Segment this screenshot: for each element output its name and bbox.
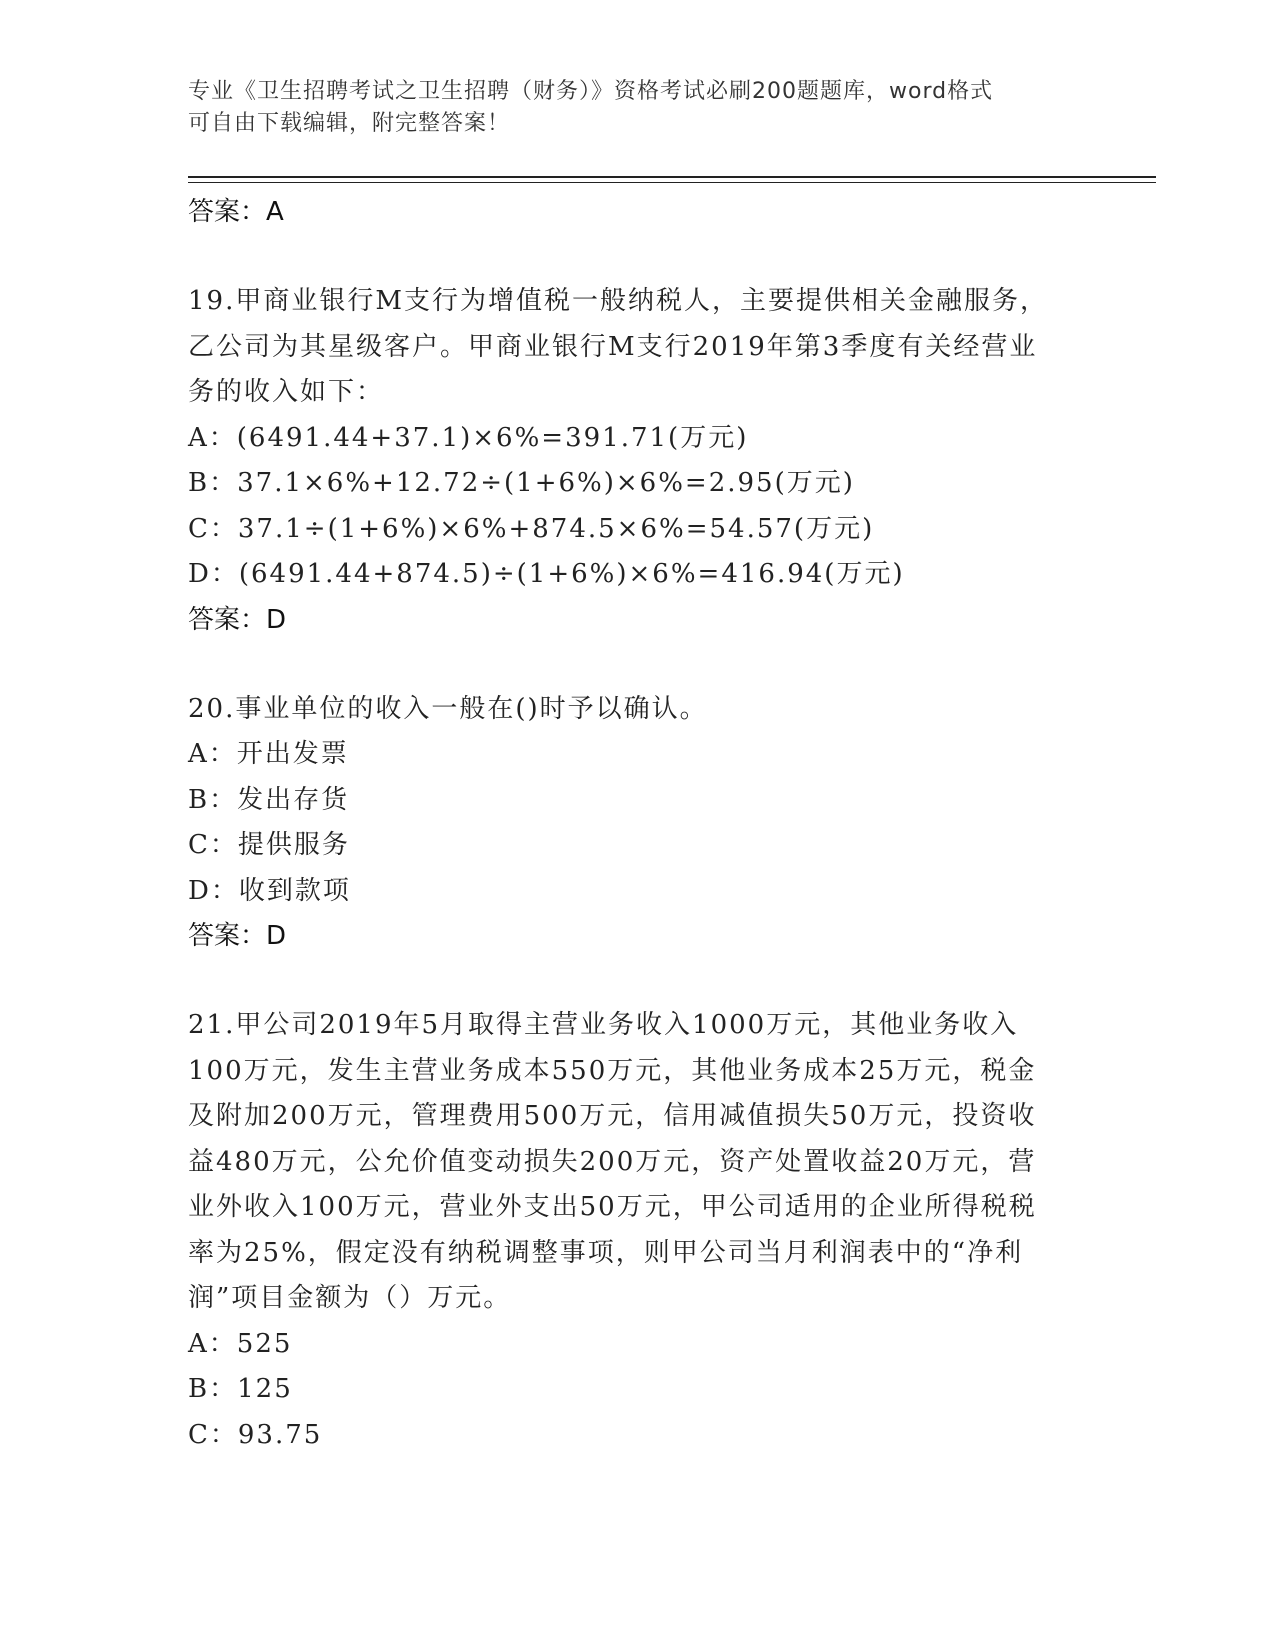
question-21-text-line-3: 及附加200万元，管理费用500万元，信用减值损失50万元，投资收 (188, 1101, 1037, 1131)
spacer (188, 642, 1088, 687)
question-20-option-a: A：开出发票 (188, 739, 349, 769)
question-21-text-line-4: 益480万元，公允价值变动损失200万元，资产处置收益20万元，营 (188, 1146, 1037, 1177)
question-21 (188, 1003, 1088, 1458)
spacer (188, 234, 1088, 279)
header-line-2: 可自由下载编辑，附完整答案！ (188, 111, 511, 136)
question-20-option-b: B：发出存货 (188, 784, 350, 815)
question-21-text-line-6: 率为25%，假定没有纳税调整事项，则甲公司当月利润表中的“净利 (188, 1237, 1024, 1268)
question-21-option-b: B：125 (188, 1374, 293, 1404)
previous-answer: 答案：A (188, 197, 284, 227)
document-header (188, 76, 1068, 140)
spacer (188, 958, 1088, 1003)
question-19-option-b: B：37.1×6%+12.72÷(1+6%)×6%=2.95(万元) (188, 468, 855, 498)
question-20-option-c: C：提供服务 (188, 830, 350, 860)
question-21-option-c: C：93.75 (188, 1419, 323, 1450)
header-divider-thick (188, 176, 1156, 178)
question-21-text-line-2: 100万元，发生主营业务成本550万元，其他业务成本25万元，税金 (188, 1055, 1037, 1086)
question-19 (188, 279, 1088, 642)
question-21-option-a: A：525 (188, 1328, 293, 1359)
question-21-text-line-7: 润”项目金额为（）万元。 (188, 1283, 512, 1313)
header-line-1: 专业《卫生招聘考试之卫生招聘（财务）》资格考试必刷200题题库，word格式 (188, 79, 994, 104)
question-20-answer: 答案：D (188, 921, 287, 951)
question-19-answer: 答案：D (188, 604, 287, 635)
question-20-text-line-1: 20.事业单位的收入一般在()时予以确认。 (188, 693, 708, 724)
question-20-option-d: D：收到款项 (188, 875, 351, 906)
question-19-option-d: D：(6491.44+874.5)÷(1+6%)×6%=416.94(万元) (188, 559, 905, 589)
question-20 (188, 687, 1088, 959)
question-21-text-line-1: 21.甲公司2019年5月取得主营业务收入1000万元，其他业务收入 (188, 1010, 1019, 1040)
question-19-text-line-2: 乙公司为其星级客户。甲商业银行M支行2019年第3季度有关经营业 (188, 331, 1038, 362)
header-divider-thin (188, 182, 1156, 183)
question-19-option-c: C：37.1÷(1+6%)×6%+874.5×6%=54.57(万元) (188, 513, 875, 544)
question-19-option-a: A：(6491.44+37.1)×6%=391.71(万元) (188, 422, 749, 453)
question-21-text-line-5: 业外收入100万元，营业外支出50万元，甲公司适用的企业所得税税 (188, 1192, 1037, 1222)
page-content (188, 190, 1088, 1458)
question-19-text-line-3: 务的收入如下： (188, 377, 385, 407)
question-19-text-line-1: 19.甲商业银行M支行为增值税一般纳税人，主要提供相关金融服务， (188, 286, 1048, 316)
